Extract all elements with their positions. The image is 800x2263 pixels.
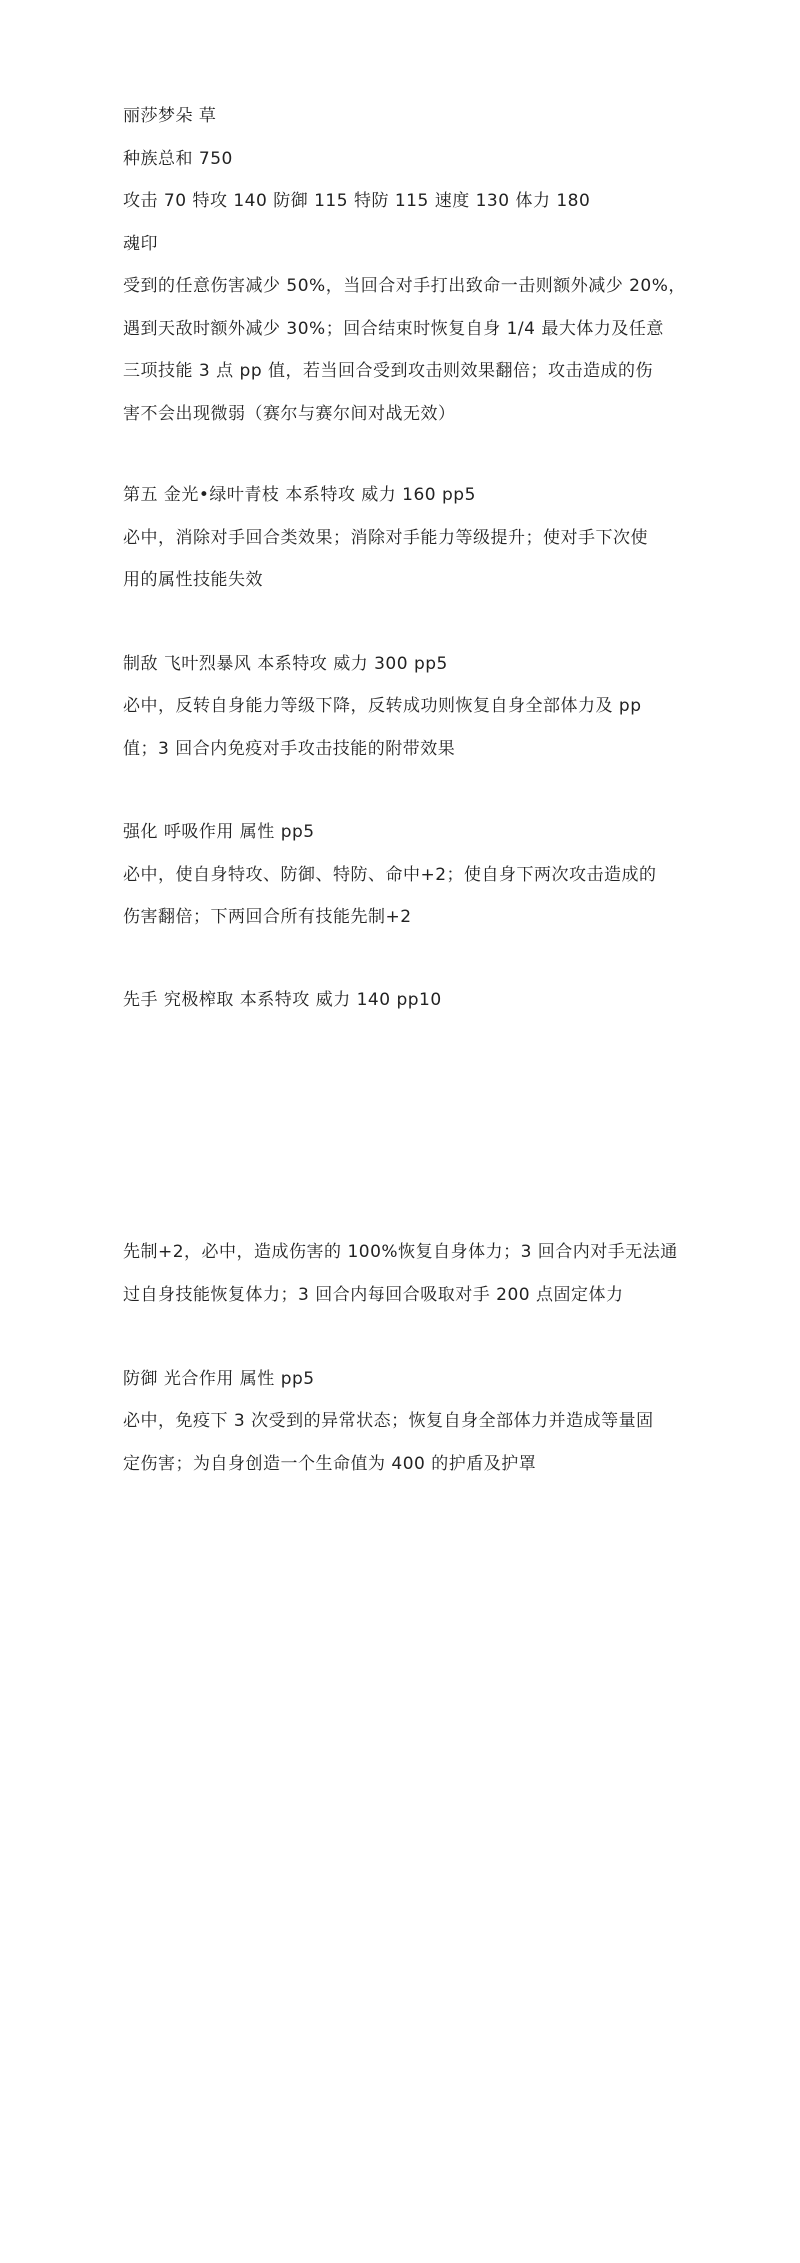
soul-mark-line: 三项技能 3 点 pp 值，若当回合受到攻击则效果翻倍；攻击造成的伤 [123, 361, 654, 381]
boost-skill-description: 伤害翻倍；下两回合所有技能先制+2 [123, 907, 412, 927]
counter-skill-description: 必中，反转自身能力等级下降，反转成功则恢复自身全部体力及 pp [123, 696, 642, 716]
stat-line: 攻击 70 特攻 140 防御 115 特防 115 速度 130 体力 180 [123, 191, 591, 211]
defense-skill-title: 防御 光合作用 属性 pp5 [123, 1369, 315, 1389]
soul-mark-line: 遇到天敌时额外减少 30%；回合结束时恢复自身 1/4 最大体力及任意 [123, 319, 664, 339]
fifth-skill-title: 第五 金光•绿叶青枝 本系特攻 威力 160 pp5 [123, 485, 476, 505]
first-skill-title: 先手 究极榨取 本系特攻 威力 140 pp10 [123, 990, 442, 1010]
pet-name-type: 丽莎梦朵 草 [123, 106, 217, 126]
soul-mark-title: 魂印 [123, 234, 158, 254]
soul-mark-line: 害不会出现微弱（赛尔与赛尔间对战无效） [123, 404, 456, 424]
boost-skill-title: 强化 呼吸作用 属性 pp5 [123, 822, 315, 842]
fifth-skill-description: 用的属性技能失效 [123, 570, 263, 590]
counter-skill-title: 制敌 飞叶烈暴风 本系特攻 威力 300 pp5 [123, 654, 448, 674]
total-stats: 种族总和 750 [123, 149, 233, 169]
defense-skill-description: 必中，免疫下 3 次受到的异常状态；恢复自身全部体力并造成等量固 [123, 1411, 654, 1431]
defense-skill-description: 定伤害；为自身创造一个生命值为 400 的护盾及护罩 [123, 1454, 537, 1474]
counter-skill-description: 值；3 回合内免疫对手攻击技能的附带效果 [123, 739, 456, 759]
soul-mark-line: 受到的任意伤害减少 50%，当回合对手打出致命一击则额外减少 20%， [123, 276, 686, 296]
first-skill-description: 过自身技能恢复体力；3 回合内每回合吸取对手 200 点固定体力 [123, 1285, 624, 1305]
fifth-skill-description: 必中，消除对手回合类效果；消除对手能力等级提升；使对手下次使 [123, 528, 648, 548]
boost-skill-description: 必中，使自身特攻、防御、特防、命中+2；使自身下两次攻击造成的 [123, 865, 657, 885]
first-skill-description: 先制+2，必中，造成伤害的 100%恢复自身体力；3 回合内对手无法通 [123, 1242, 678, 1262]
